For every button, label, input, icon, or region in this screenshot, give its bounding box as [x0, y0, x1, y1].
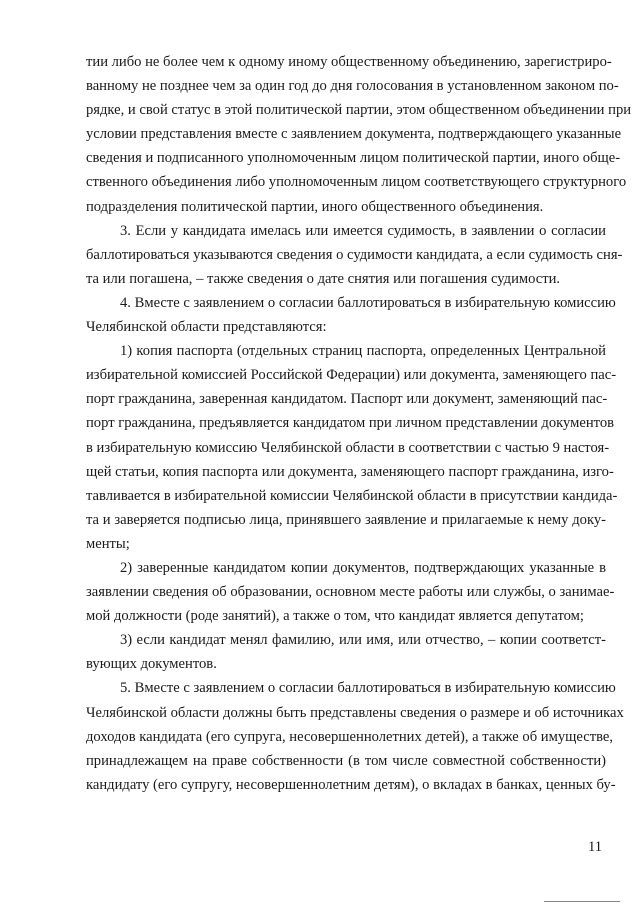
text-line: доходов кандидата (его супруга, несовершеннолетних детей), а также об имуществе, — [86, 728, 614, 745]
text-line: баллотироваться указываются сведения о судимости кандидата, а если судимость сня- — [86, 246, 623, 263]
paragraph-item-3-name-change — [86, 628, 606, 676]
paragraph-party-membership — [86, 50, 632, 219]
text-line: мой должности (роде занятий), а также о том, что кандидат является депутатом; — [86, 608, 584, 625]
text-line: 3) если кандидат менял фамилию, или имя, или отчество, – копии соответст- — [120, 632, 606, 649]
text-line: порт гражданина, предъявляется кандидатом при личном представлении документов — [86, 415, 615, 432]
paragraph-item-2-education-documents — [86, 556, 615, 628]
text-line: тии либо не более чем к одному иному общественному объединению, зарегистриро- — [86, 54, 612, 70]
text-line: Челябинской области должны быть представлены сведения о размере и об источниках — [86, 704, 624, 721]
text-line: в избирательную комиссию Челябинской области в соответствии с частью 9 настоя- — [86, 439, 610, 456]
text-line: порт гражданина, заверенная кандидатом. Паспорт или документ, заменяющий пас- — [86, 391, 608, 408]
text-line: та и заверяется подписью лица, принявшего заявление и прилагаемые к нему доку- — [86, 511, 606, 528]
text-line: та или погашена, – также сведения о дате снятия или погашения судимости. — [86, 270, 561, 287]
text-line: принадлежащем на праве собственности (в том числе совместной собственности) — [86, 752, 606, 769]
text-line: тавливается в избирательной комиссии Челябинской области в присутствии кандида- — [86, 487, 618, 504]
text-line: Челябинской области представляются: — [86, 319, 327, 336]
text-line: 3. Если у кандидата имелась или имеется судимость, в заявлении о согласии — [120, 222, 606, 239]
text-line: заявлении сведения об образовании, основном месте работы или службы, о занимае- — [86, 584, 615, 601]
paragraph-5-income-property — [86, 676, 624, 796]
text-line: кандидату (его супругу, несовершеннолетним детям), о вкладах в банках, ценных бу- — [86, 776, 616, 793]
text-line: рядке, и свой статус в этой политической партии, этом общественном объединении при — [86, 102, 632, 119]
paragraph-item-1-passport-copy — [86, 339, 618, 556]
text-line: вующих документов. — [86, 656, 217, 673]
text-line: 2) заверенные кандидатом копии документов, подтверждающих указанные в — [120, 559, 606, 576]
text-line: ственного объединения либо уполномоченным лицом соответствующего структурного — [86, 174, 627, 191]
text-line: избирательной комиссией Российской Федерации) или документа, заменяющего пас- — [86, 367, 617, 384]
text-line: подразделения политической партии, иного общественного объединения. — [86, 198, 544, 215]
text-line: 4. Вместе с заявлением о согласии баллотироваться в избирательную комиссию — [120, 294, 616, 311]
text-line: условии представления вместе с заявлением документа, подтверждающего указанные — [86, 126, 622, 143]
text-line: 5. Вместе с заявлением о согласии баллотироваться в избирательную комиссию — [120, 680, 616, 697]
text-line: 1) копия паспорта (отдельных страниц паспорта, определенных Центральной — [120, 343, 606, 360]
text-line: щей статьи, копия паспорта или документа, заменяющего паспорт гражданина, изго- — [86, 463, 614, 480]
paragraph-4-submitted-documents — [86, 291, 616, 339]
text-line: сведения и подписанного уполномоченным лицом политической партии, иного обще- — [86, 150, 621, 167]
page-number: 11 — [588, 839, 603, 855]
document-page — [86, 50, 632, 797]
text-line: ванному не позднее чем за один год до дня голосования в установленном законом по- — [86, 78, 619, 95]
text-line: менты; — [86, 535, 130, 552]
paragraph-3-criminal-record — [86, 219, 623, 291]
footer-divider — [544, 901, 620, 902]
